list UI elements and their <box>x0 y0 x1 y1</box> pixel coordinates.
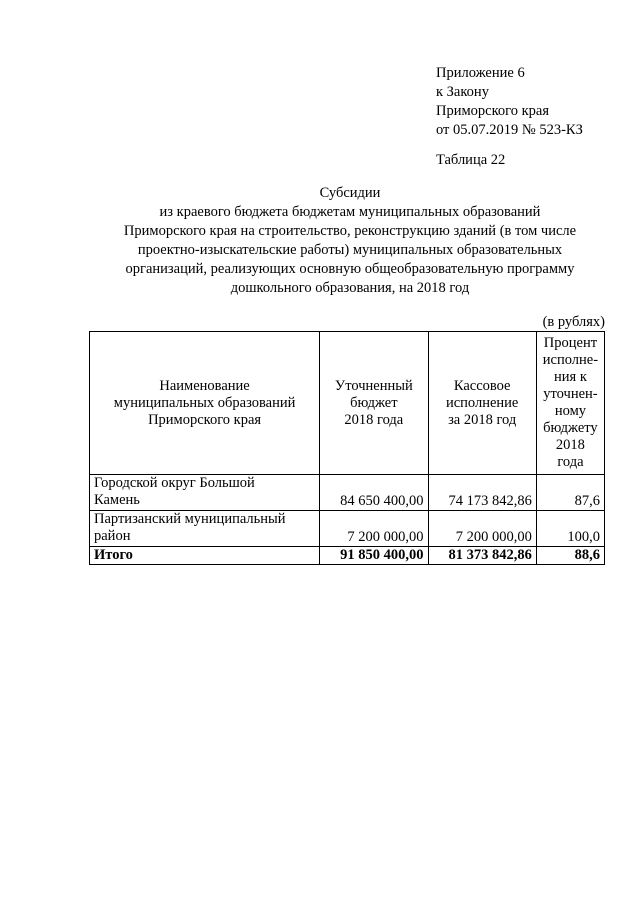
document-title <box>90 184 610 298</box>
appendix-line: к Закону <box>436 84 489 100</box>
total-row <box>90 547 605 565</box>
header-percent: Процент исполне- ния к уточнен- ному бюджету 2018 года <box>536 332 604 475</box>
table-row <box>90 511 605 547</box>
appendix-line: от 05.07.2019 № 523-КЗ <box>436 122 583 138</box>
title-line: из краевого бюджета бюджетам муниципальных образований <box>159 204 541 220</box>
total-cash: 81 373 842,86 <box>428 547 536 565</box>
subsidy-table <box>89 331 605 565</box>
row-cash: 7 200 000,00 <box>428 511 536 547</box>
row-name: Городской округ Большой Камень <box>90 475 320 511</box>
title-line: Субсидии <box>319 185 381 201</box>
title-line: проектно-изыскательские работы) муниципальных образовательных <box>137 242 563 258</box>
row-percent: 87,6 <box>536 475 604 511</box>
table-header-row <box>90 332 605 475</box>
table-number: Таблица 22 <box>436 152 506 168</box>
appendix-block <box>436 64 583 140</box>
appendix-line: Приложение 6 <box>436 65 525 81</box>
title-line: дошкольного образования, на 2018 год <box>230 280 470 296</box>
total-percent: 88,6 <box>536 547 604 565</box>
header-cash: Кассовое исполнение за 2018 год <box>428 332 536 475</box>
total-label: Итого <box>90 547 320 565</box>
appendix-line: Приморского края <box>436 103 550 119</box>
row-name: Партизанский муниципальный район <box>90 511 320 547</box>
header-name: Наименование муниципальных образований Приморского края <box>90 332 320 475</box>
header-budget: Уточненный бюджет 2018 года <box>320 332 428 475</box>
row-budget: 84 650 400,00 <box>320 475 428 511</box>
total-budget: 91 850 400,00 <box>320 547 428 565</box>
table-row <box>90 475 605 511</box>
title-line: Приморского края на строительство, реконструкцию зданий (в том числе <box>123 223 577 239</box>
row-percent: 100,0 <box>536 511 604 547</box>
row-cash: 74 173 842,86 <box>428 475 536 511</box>
row-budget: 7 200 000,00 <box>320 511 428 547</box>
title-line: организаций, реализующих основную общеобразовательную программу <box>125 261 575 277</box>
units-note: (в рублях) <box>542 314 605 330</box>
